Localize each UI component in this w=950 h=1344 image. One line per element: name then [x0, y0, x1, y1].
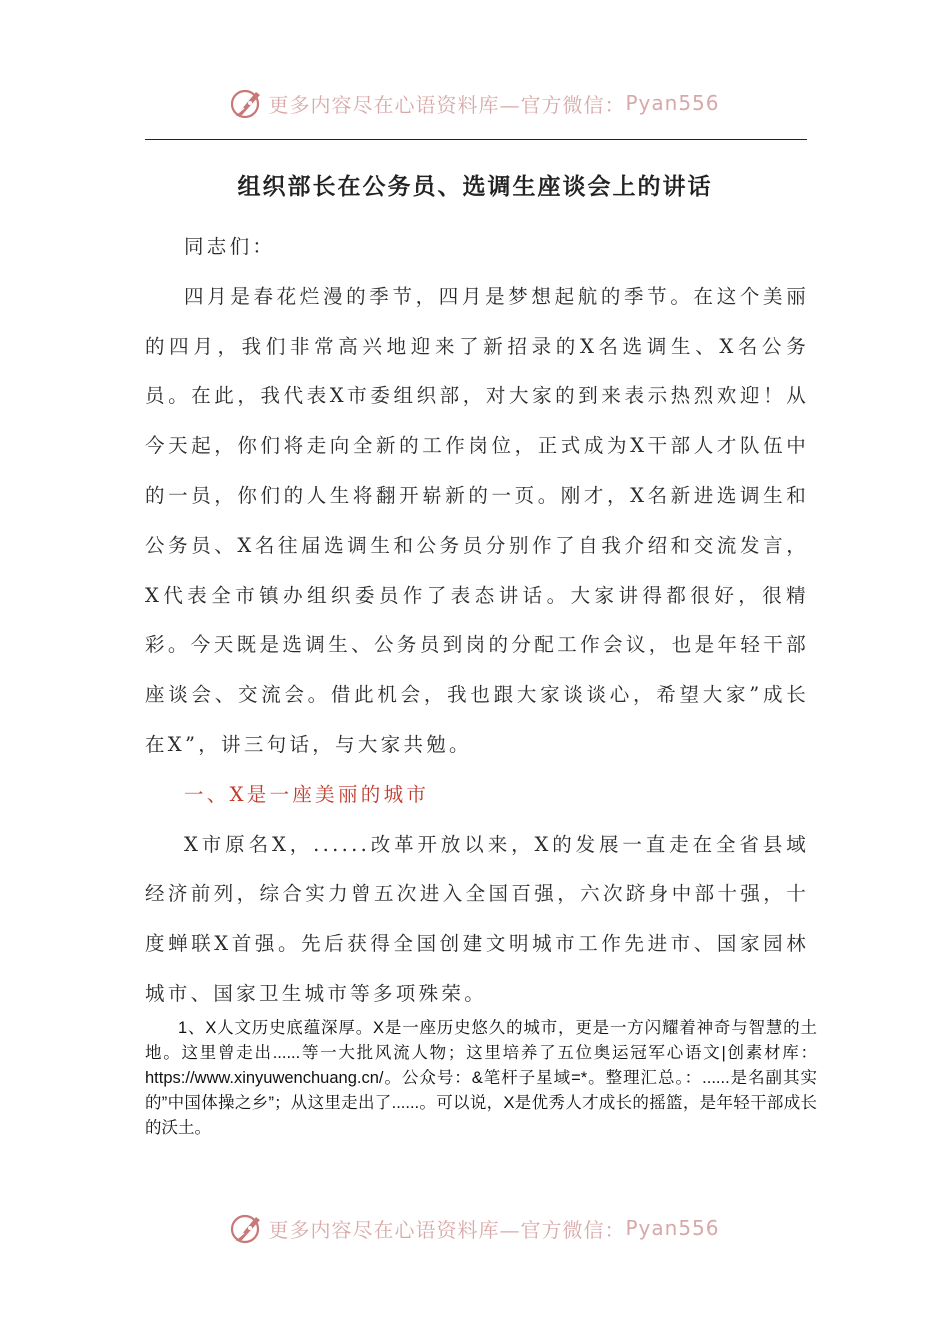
header-watermark [0, 86, 950, 120]
greeting: 同志们： [184, 235, 276, 258]
footer-watermark [0, 1211, 950, 1245]
document-title: 组织部长在公务员、选调生座谈会上的讲话 [237, 173, 713, 200]
watermark-text: 更多内容尽在心语资料库—官方微信： [268, 92, 626, 117]
watermark-wechat-id: Pyan556 [625, 91, 720, 115]
header-rule [145, 139, 807, 140]
quill-pen-logo-icon [230, 1211, 264, 1245]
paragraph-section-1: X市原名X，......改革开放以来，X的发展一直走在全省县域经济前列，综合实力曾五次进入全国百强，六次跻身中部十强，十度蝉联X首强。先后获得全国创建文明城市工作先进市、国家园林城市、国家卫生城市等多项殊荣。 [145, 832, 809, 1005]
watermark-text: 更多内容尽在心语资料库—官方微信： [268, 1217, 626, 1242]
sub-section [145, 1016, 817, 1141]
paragraph-subsection-1: 1、X人文历史底蕴深厚。X是一座历史悠久的城市，更是一方闪耀着神奇与智慧的土地。这里曾走出......等一大批风流人物；这里培养了五位奥运冠军心语文|创素材库：https://www.xinyuwenchuang.cn/。公众号：&笔杆子星域=*。整理汇总。：......是名副其实的”中国体操之乡”；从这里走出了......。可以说，X是优秀人才成长的摇篮，是年轻干部成长的沃土。 [145, 1019, 817, 1137]
watermark-wechat-id: Pyan556 [625, 1216, 720, 1240]
section-heading: 一、X是一座美丽的城市 [184, 782, 430, 806]
document-body [145, 222, 809, 1019]
paragraph-intro: 四月是春花烂漫的季节，四月是梦想起航的季节。在这个美丽的四月，我们非常高兴地迎来了新招录的X名选调生、X名公务员。在此，我代表X市委组织部，对大家的到来表示热烈欢迎！从今天起，你们将走向全新的工作岗位，正式成为X干部人才队伍中的一员，你们的人生将翻开崭新的一页。刚才，X名新进选调生和公务员、X名往届选调生和公务员分别作了自我介绍和交流发言，X代表全市镇办组织委员作了表态讲话。大家讲得都很好，很精彩。今天既是选调生、公务员到岗的分配工作会议，也是年轻干部座谈会、交流会。借此机会，我也跟大家谈谈心，希望大家”成长在X”，讲三句话，与大家共勉。 [145, 284, 809, 756]
quill-pen-logo-icon [230, 86, 264, 120]
